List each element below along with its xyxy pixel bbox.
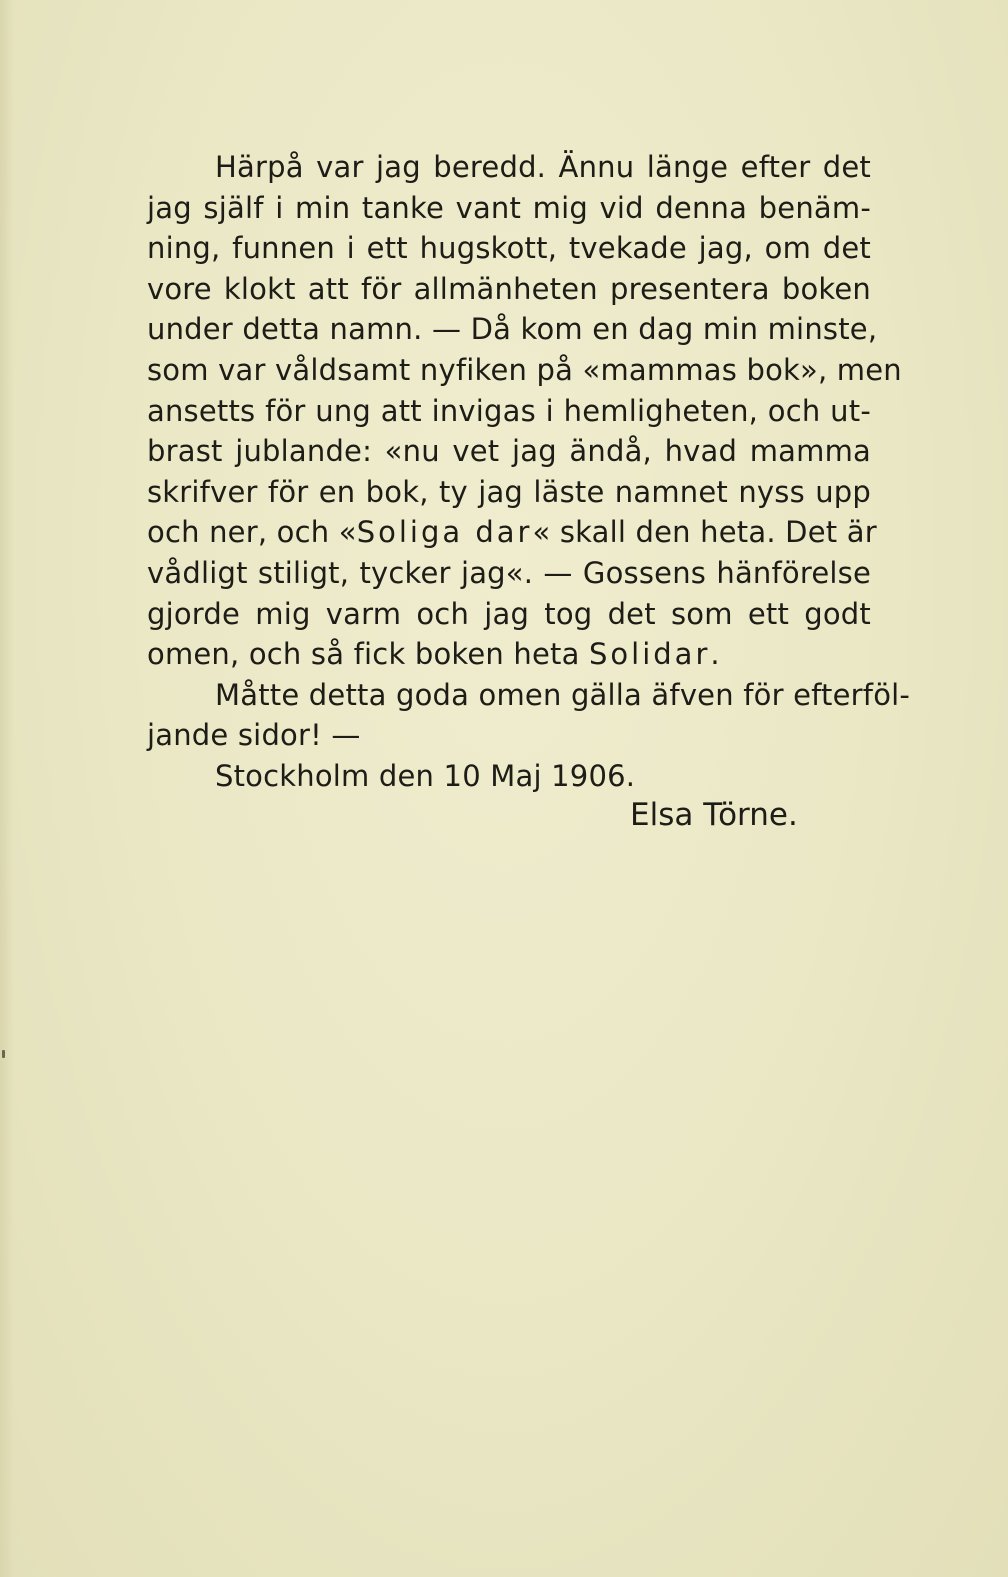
text-line-13-end: .	[710, 637, 720, 672]
text-line-11: vådligt stiligt, tycker jag«. — Gossens hänförelse	[147, 555, 871, 590]
text-line-10-end: « skall den heta. Det är	[532, 515, 877, 550]
text-line-10	[147, 512, 877, 553]
book-title-final: Solidar	[589, 637, 711, 672]
page-edge-shadow	[0, 0, 14, 1577]
text-line-14: Måtte detta goda omen gälla äfven för efterföl-	[215, 677, 911, 712]
text-line-9: skrifver för en bok, ty jag läste namnet nyss upp	[147, 474, 871, 509]
author-signature: Elsa Törne.	[630, 797, 798, 833]
text-line-13	[147, 634, 871, 675]
place-date-line: Stockholm den 10 Maj 1906.	[215, 758, 636, 793]
text-line-10-start: och ner, och «	[147, 515, 357, 550]
text-line-3: ning, funnen i ett hugskott, tvekade jag, om det	[147, 231, 871, 266]
text-line-2: jag själf i min tanke vant mig vid denna benäm-	[147, 190, 871, 225]
text-line-12: gjorde mig varm och jag tog det som ett godt	[147, 596, 871, 631]
paper-speck	[2, 1050, 5, 1058]
text-line-6: som var våldsamt nyfiken på «mammas bok», men	[147, 352, 902, 387]
text-line-5: under detta namn. — Då kom en dag min minste,	[147, 312, 878, 347]
text-line-1: Härpå var jag beredd. Ännu länge efter det	[215, 150, 871, 184]
text-line-7: ansetts för ung att invigas i hemligheten, och ut-	[147, 393, 871, 428]
text-line-8: brast jublande: «nu vet jag ändå, hvad mamma	[147, 434, 871, 469]
preface-text	[147, 147, 911, 797]
book-title-spaced: Soliga dar	[356, 515, 533, 550]
text-line-4: vore klokt att för allmänheten presentera boken	[147, 271, 871, 306]
text-line-13-start: omen, och så fick boken heta	[147, 637, 589, 672]
text-line-15: jande sidor! —	[147, 718, 361, 753]
